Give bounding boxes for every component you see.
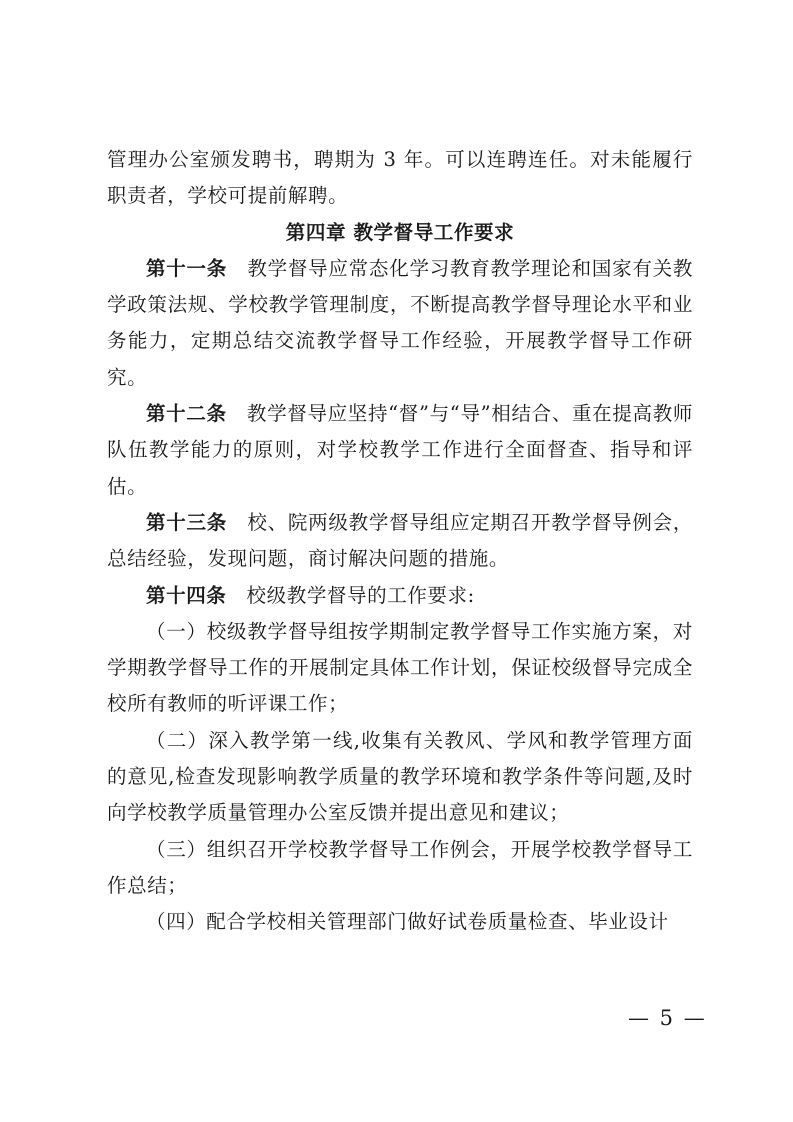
paragraph-continuation: 管理办公室颁发聘书，聘期为 3 年。可以连聘连任。对未能履行职责者，学校可提前解聘。 bbox=[107, 148, 693, 208]
chapter-heading: 第四章 教学督导工作要求 bbox=[285, 220, 515, 244]
article-12 bbox=[107, 396, 693, 505]
article-text: 校级教学督导的工作要求: bbox=[246, 583, 475, 607]
document-body bbox=[107, 142, 693, 941]
article-text: 校、院两级教学督导组应定期召开教学督导例会，总结经验，发现问题，商讨解决问题的措施。 bbox=[107, 510, 693, 571]
list-item: （四）配合学校相关管理部门做好试卷质量检查、毕业设计 bbox=[146, 910, 669, 934]
article-label: 第十一条 bbox=[146, 256, 228, 280]
list-item: （三）组织召开学校教学督导工作例会，开展学校教学督导工作总结； bbox=[107, 837, 693, 897]
article-11 bbox=[107, 251, 693, 396]
article-label: 第十四条 bbox=[146, 583, 227, 607]
page-number: — 5 — bbox=[628, 1006, 707, 1030]
list-item: （一）校级教学督导组按学期制定教学督导工作实施方案，对学期教学督导工作的开展制定具体工作计划，保证校级督导完成全校所有教师的听评课工作； bbox=[107, 619, 693, 716]
article-label: 第十三条 bbox=[146, 510, 228, 534]
list-item: （二）深入教学第一线,收集有关教风、学风和教学管理方面的意见,检查发现影响教学质量的教学环境和教学条件等问题,及时向学校教学质量管理办公室反馈并提出意见和建议； bbox=[107, 728, 693, 825]
article-label: 第十二条 bbox=[146, 402, 227, 426]
article-13 bbox=[107, 505, 693, 578]
article-text: 教学督导应坚持“督”与“导”相结合、重在提高教师队伍教学能力的原则，对学校教学工作进行全面督查、指导和评估。 bbox=[107, 402, 693, 498]
article-text: 教学督导应常态化学习教育教学理论和国家有关教学政策法规、学校教学管理制度，不断提高教学督导理论水平和业务能力，定期总结交流教学督导工作经验，开展教学督导工作研究。 bbox=[107, 256, 693, 389]
article-14 bbox=[107, 578, 693, 614]
